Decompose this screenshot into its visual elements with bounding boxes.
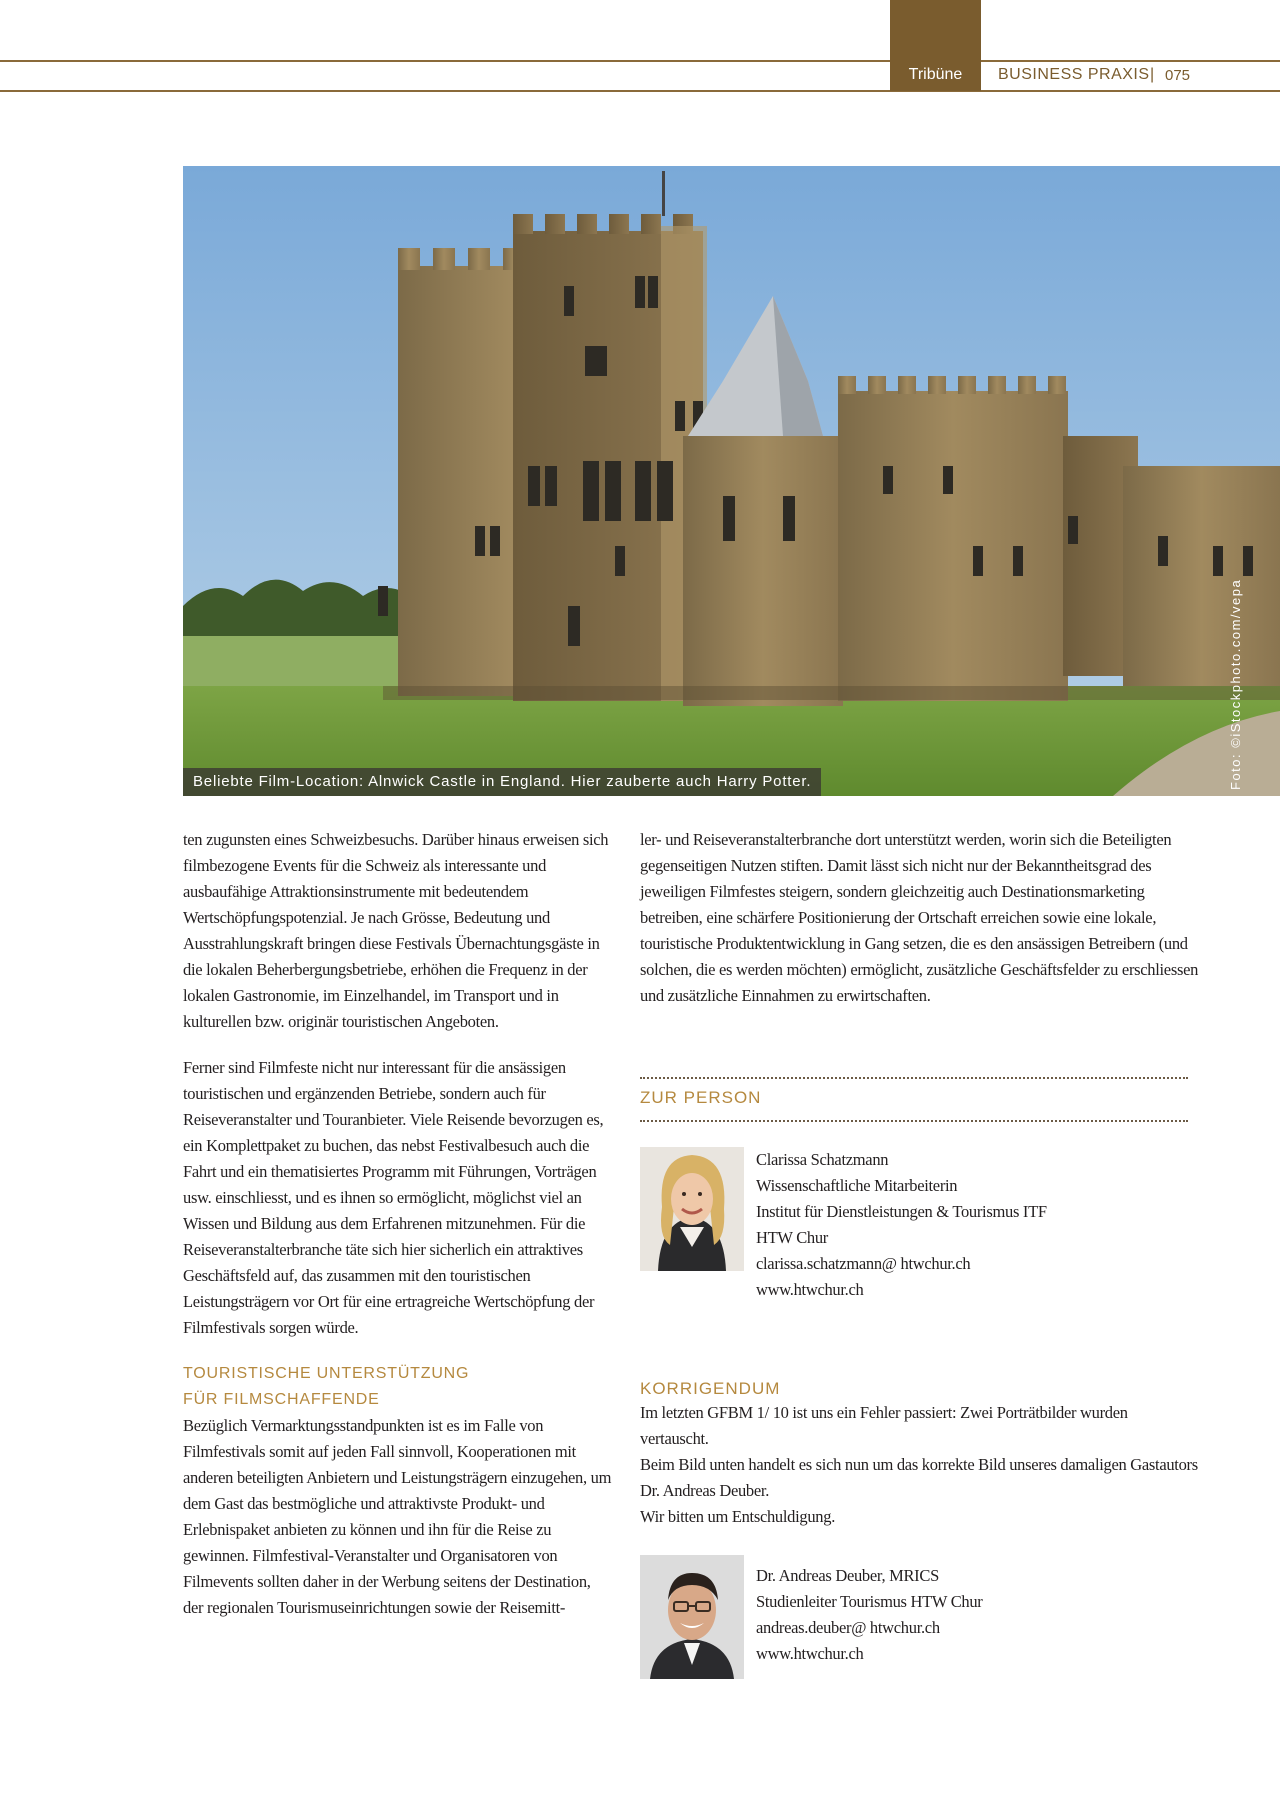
castle-photo xyxy=(183,166,1280,796)
korrigendum-text xyxy=(640,1400,1200,1530)
andreas-role: Studienleiter Tourismus HTW Chur xyxy=(756,1592,983,1611)
person-role: Wissenschaftliche Mitarbeiterin xyxy=(756,1176,958,1195)
korrigendum-text-2: Beim Bild unten handelt es sich nun um das korrekte Bild unseres damaligen Gastautors Dr. Andreas Deuber. xyxy=(640,1455,1198,1500)
korrigendum-text-3: Wir bitten um Entschuldigung. xyxy=(640,1507,836,1526)
person-institute: Institut für Dienstleistungen & Tourismus ITF xyxy=(756,1202,1047,1221)
left-paragraph-2: Ferner sind Filmfeste nicht nur interessant für die ansässigen touristischen und ergänzenden Betriebe, sondern auch für Reiseveranstalter und Touranbieter. Viele Reisende bevorzugen es, ein Komplettpaket zu buchen, das nebst Festivalbesuch auch die Fahrt und ein thematisiertes Programm mit Führungen, Vorträgen usw. einschliesst, und es ihnen so ermöglicht, möglichst viel an Wissen und Bildung aus dem Erfahrenen mitzunehmen. Für die Reiseveranstalterbranche täte sich hier sicherlich ein attraktives Geschäftsfeld auf, das zusammen mit den touristischen Leistungsträgern vor Ort für eine ertragreiche Wertschöpfung der Filmfestivals sorgen würde. xyxy=(183,1058,604,1337)
left-column xyxy=(183,827,613,1621)
left-paragraph-1: ten zugunsten eines Schweizbesuchs. Darüber hinaus erweisen sich filmbezogene Events für die Schweiz als interessante und ausbaufähige Attraktionsinstrumente mit bedeutendem Wertschöpfungspotenzial. Je nach Grösse, Bedeutung und Ausstrahlungskraft bringen diese Festivals Übernachtungsgäste in die lokalen Beherbergungsbetriebe, erhöhen die Frequenz in der lokalen Gastronomie, im Einzelhandel, im Transport und in kulturellen bzw. originär touristischen Angeboten. xyxy=(183,830,609,1031)
left-paragraph-3: Bezüglich Vermarktungsstandpunkten ist es im Falle von Filmfestivals somit auf jeden Fall sinnvoll, Kooperationen mit anderen beteiligten Anbietern und Leistungsträgern einzugehen, um dem Gast das bestmögliche und attraktivste Produkt- und Erlebnispaket anbieten zu können und ihn für die Reise zu gewinnen. Filmfestival-Veranstalter und Organisatoren von Filmevents sollten daher in der Werbung seitens der Destination, der regionalen Tourismuseinrichtungen sowie der Reisemitt- xyxy=(183,1416,612,1617)
korrigendum-heading: KORRIGENDUM xyxy=(640,1379,781,1398)
clarissa-info xyxy=(756,1147,1047,1303)
person-top-divider xyxy=(640,1077,1188,1079)
person-heading: ZUR PERSON xyxy=(640,1088,762,1107)
andreas-name: Dr. Andreas Deuber, MRICS xyxy=(756,1566,939,1585)
clarissa-portrait xyxy=(640,1147,744,1271)
header-separator: | xyxy=(1150,66,1155,83)
subhead-line-2: FÜR FILMSCHAFFENDE xyxy=(183,1391,380,1408)
andreas-portrait xyxy=(640,1555,744,1679)
header-bottom-rule xyxy=(0,90,1280,92)
andreas-website: www.htwchur.ch xyxy=(756,1644,864,1663)
person-name: Clarissa Schatzmann xyxy=(756,1150,889,1169)
right-column xyxy=(640,827,1200,1009)
person-bottom-divider xyxy=(640,1120,1188,1122)
person-school: HTW Chur xyxy=(756,1228,828,1247)
section-tab-label: Tribüne xyxy=(908,66,963,83)
right-paragraph-1: ler- und Reiseveranstalterbranche dort unterstützt werden, worin sich die Beteiligten gegenseitigen Nutzen stiften. Damit lässt sich nicht nur der Bekanntheitsgrad des jeweiligen Filmfestes steigern, sondern gleichzeitig auch Destinationsmarketing betreiben, eine schärfere Positionierung der Ortschaft erreichen sowie eine lokale, touristische Produktentwicklung in Gang setzen, die es den ansässigen Betreibern (und solchen, die es werden möchten) ermöglicht, zusätzliche Geschäftsfelder zu erschliessen und zusätzliche Einnahmen zu erwirtschaften. xyxy=(640,830,1199,1005)
andreas-info xyxy=(756,1563,983,1667)
person-email: clarissa.schatzmann@ htwchur.ch xyxy=(756,1254,971,1273)
section-title: BUSINESS PRAXIS xyxy=(998,66,1150,83)
subhead-line-1: TOURISTISCHE UNTERSTÜTZUNG xyxy=(183,1365,470,1382)
header-top-rule xyxy=(0,60,1280,62)
photo-credit: Foto: ©iStockphoto.com/vepa xyxy=(1228,578,1243,790)
andreas-email: andreas.deuber@ htwchur.ch xyxy=(756,1618,940,1637)
person-website: www.htwchur.ch xyxy=(756,1280,864,1299)
page-number: 075 xyxy=(1165,67,1191,84)
korrigendum-text-1: Im letzten GFBM 1/ 10 ist uns ein Fehler passiert: Zwei Porträtbilder wurden vertauscht. xyxy=(640,1403,1128,1448)
photo-caption: Beliebte Film-Location: Alnwick Castle in England. Hier zauberte auch Harry Potter. xyxy=(183,768,821,796)
